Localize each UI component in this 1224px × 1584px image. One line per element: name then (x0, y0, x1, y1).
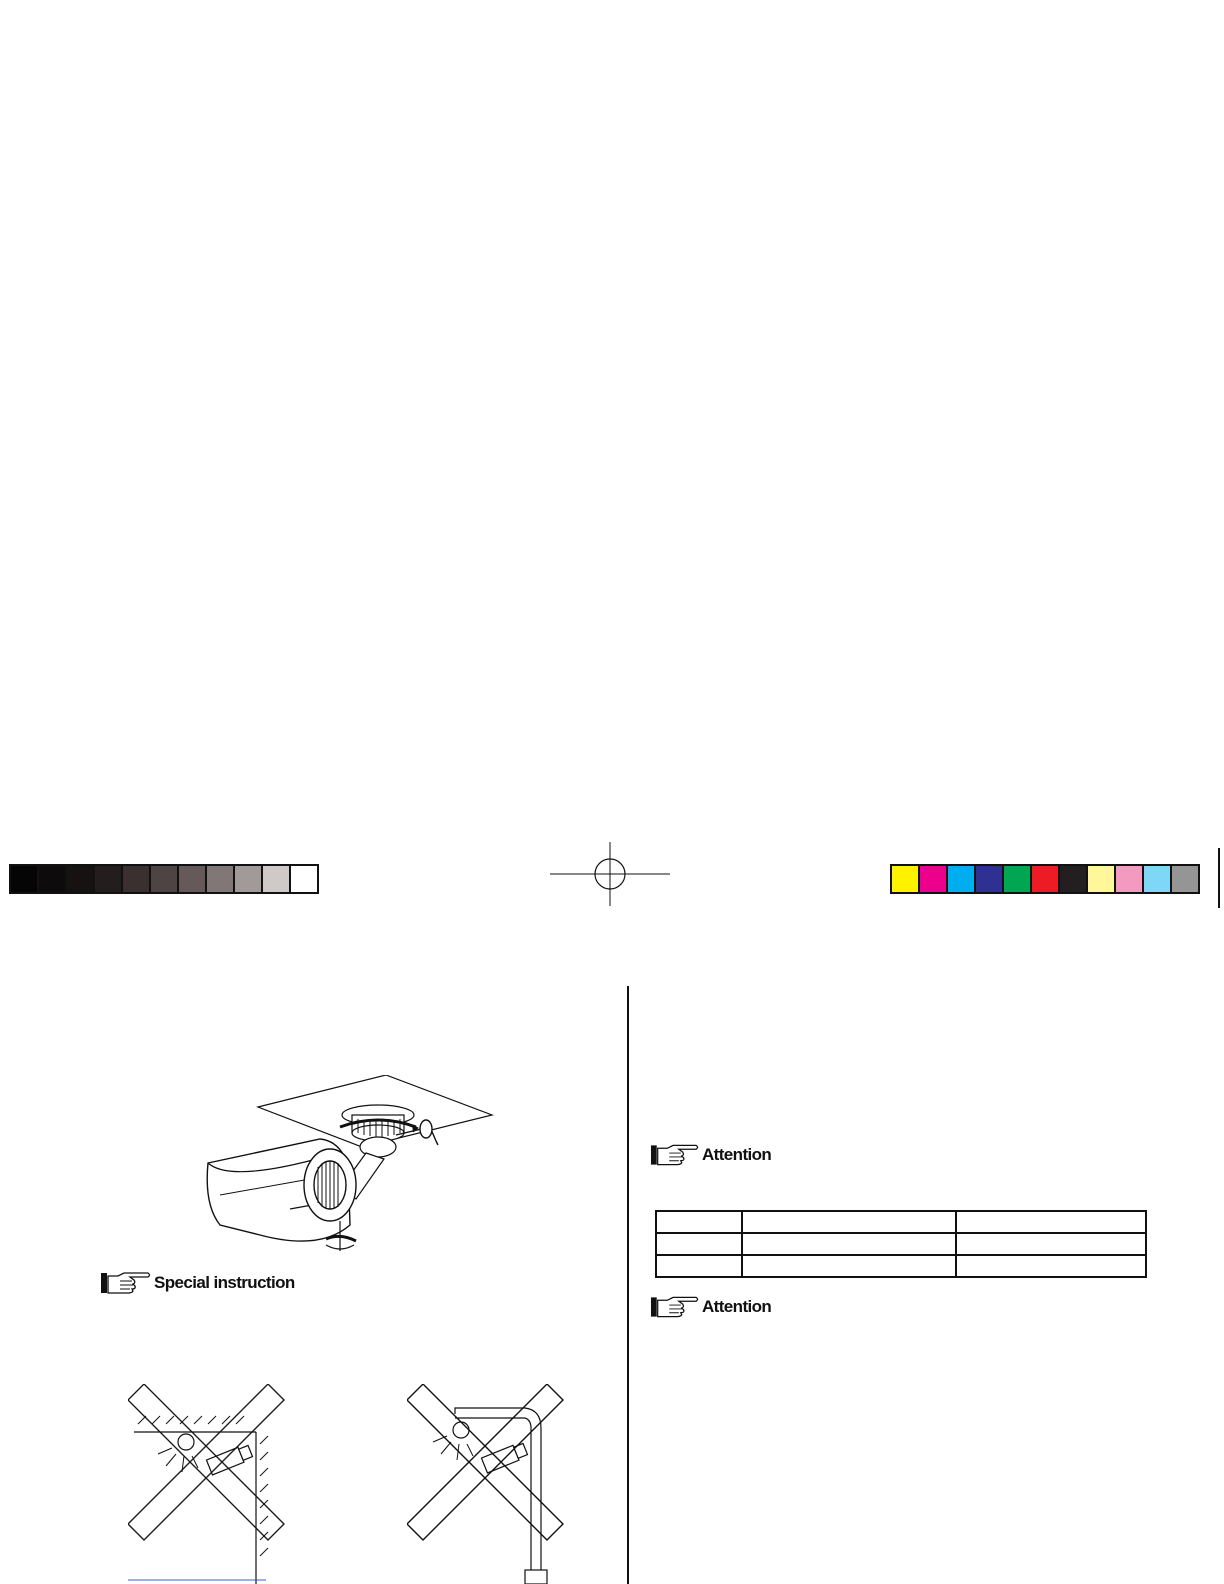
attention-heading-2: Attention (650, 1295, 771, 1319)
spec-table (655, 1210, 1147, 1278)
color-swatch (948, 866, 976, 892)
color-swatch (1116, 866, 1144, 892)
table-cell (956, 1233, 1146, 1255)
table-row (656, 1211, 1146, 1233)
attention-heading-1: Attention (650, 1143, 771, 1167)
pointing-hand-icon (650, 1143, 700, 1167)
table-cell (742, 1255, 956, 1277)
prohibited-pole-installation-illustration (407, 1384, 571, 1584)
camera-mounting-illustration (200, 1075, 500, 1275)
color-swatch (920, 866, 948, 892)
column-divider (627, 986, 629, 1584)
grayscale-swatch (235, 866, 263, 892)
color-swatch (976, 866, 1004, 892)
table-cell (742, 1211, 956, 1233)
grayscale-swatch (291, 866, 317, 892)
grayscale-swatch (179, 866, 207, 892)
special-instruction-heading: Special instruction (100, 1271, 295, 1295)
color-swatch (1172, 866, 1198, 892)
table-cell (956, 1255, 1146, 1277)
pointing-hand-icon (100, 1271, 152, 1295)
grayscale-swatch (123, 866, 151, 892)
grayscale-swatch (151, 866, 179, 892)
table-cell (742, 1233, 956, 1255)
grayscale-swatch (39, 866, 67, 892)
grayscale-swatch (207, 866, 235, 892)
grayscale-swatch (263, 866, 291, 892)
table-cell (656, 1255, 742, 1277)
table-cell (656, 1233, 742, 1255)
color-swatch (892, 866, 920, 892)
trim-mark (1218, 848, 1220, 908)
table-cell (656, 1211, 742, 1233)
grayscale-swatch (95, 866, 123, 892)
registration-mark-icon (550, 842, 670, 906)
table-cell (956, 1211, 1146, 1233)
pointing-hand-icon (650, 1295, 700, 1319)
prohibited-corner-installation-illustration (128, 1384, 292, 1584)
grayscale-swatch (67, 866, 95, 892)
grayscale-swatch (11, 866, 39, 892)
color-swatch (1060, 866, 1088, 892)
color-swatch (1004, 866, 1032, 892)
color-calibration-bar (890, 864, 1200, 894)
table-row (656, 1233, 1146, 1255)
color-swatch (1144, 866, 1172, 892)
color-swatch (1088, 866, 1116, 892)
table-row (656, 1255, 1146, 1277)
grayscale-calibration-bar (9, 864, 319, 894)
color-swatch (1032, 866, 1060, 892)
